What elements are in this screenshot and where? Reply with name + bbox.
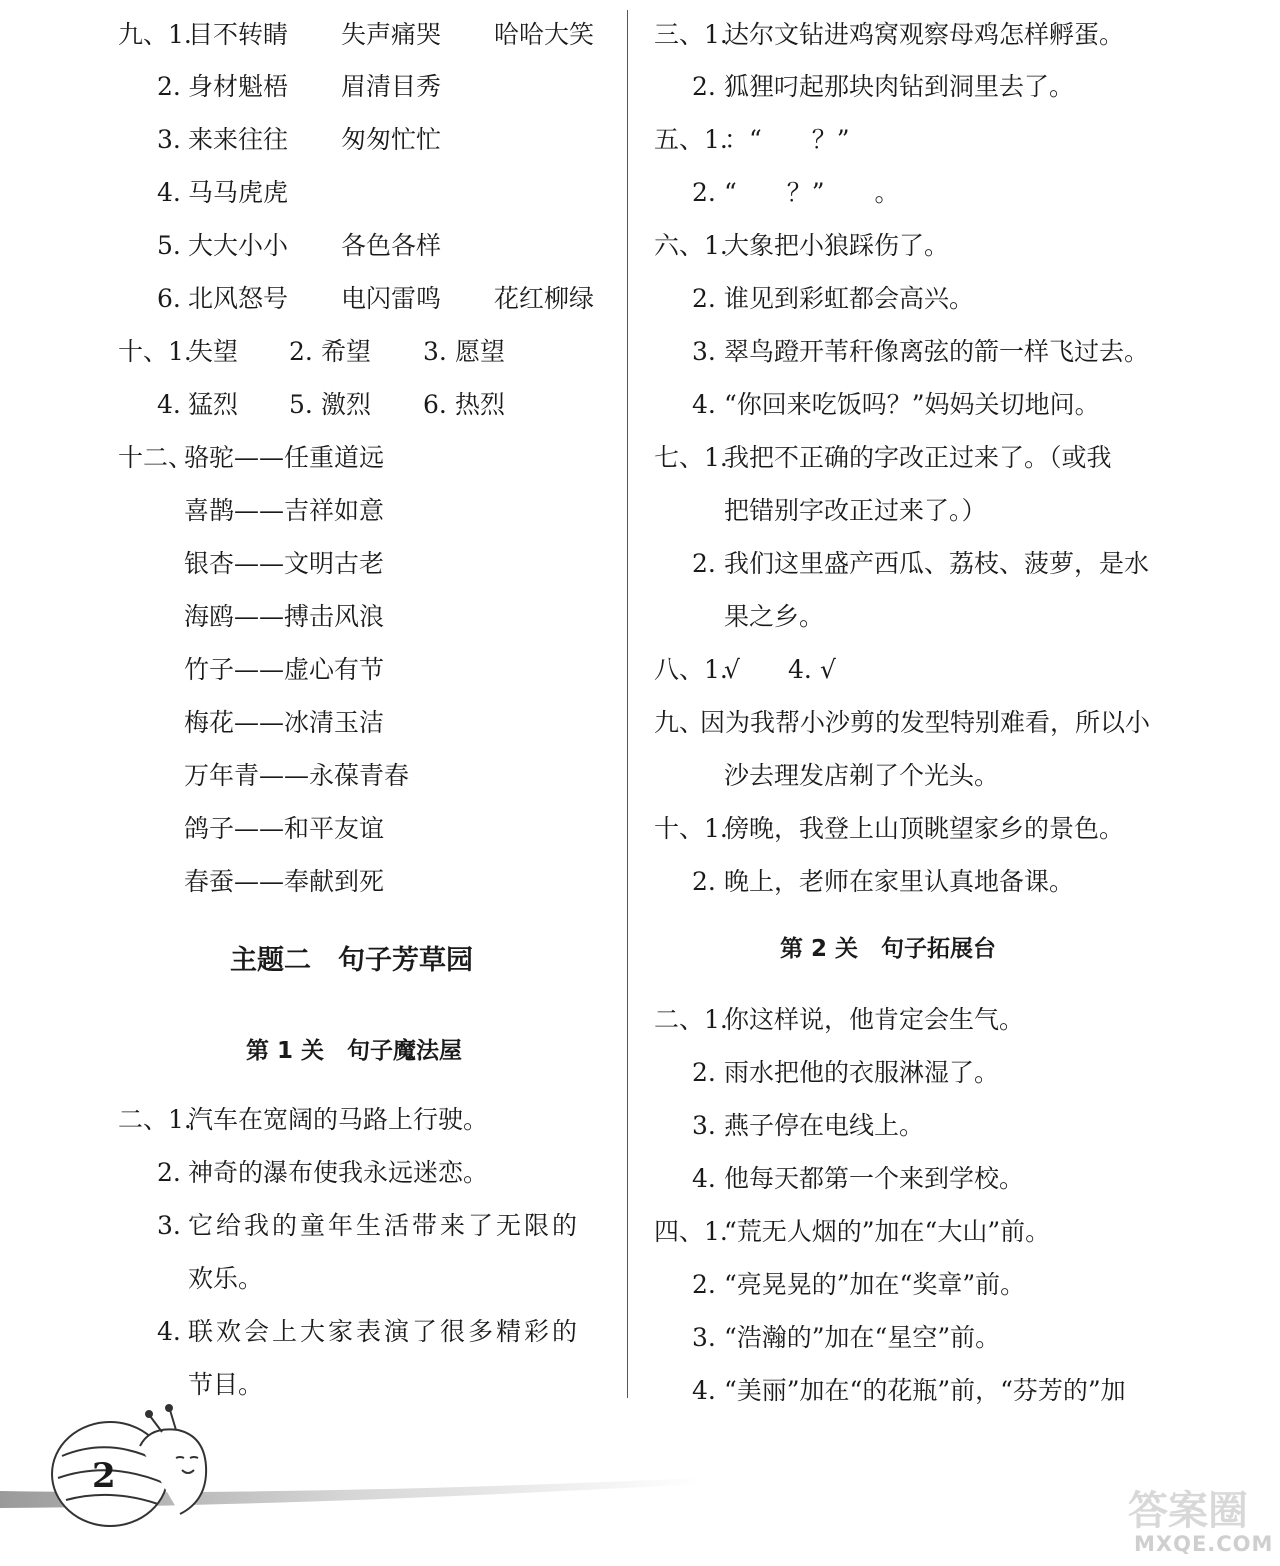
answer-text: 猛烈	[188, 390, 239, 419]
item-number: 3.	[423, 337, 447, 366]
answer-text: 北风怒号	[188, 284, 289, 313]
answer-text: 失声痛哭	[341, 20, 442, 49]
theme-title: 主题二 句子芳草园	[230, 945, 473, 976]
item-number: 5.	[289, 390, 313, 419]
item-number: 2.	[692, 549, 716, 578]
level-title: 第 1 关 句子魔法屋	[246, 1038, 463, 1064]
section-marker: 二、1.	[118, 1105, 192, 1134]
answer-text: 愿望	[455, 337, 506, 366]
answer-text: 失望	[188, 337, 239, 366]
item-number: 4.	[157, 1317, 181, 1346]
answer-text: 果之乡。	[724, 602, 825, 631]
section-marker: 十、1.	[118, 337, 192, 366]
list-item: 银杏——文明古老	[184, 549, 385, 578]
snail-icon	[52, 1405, 206, 1526]
answer-text: 晚上，老师在家里认真地备课。	[724, 867, 1075, 896]
item-number: 5.	[157, 231, 181, 260]
list-item: 梅花——冰清玉洁	[184, 708, 385, 737]
answer-text: 激烈	[321, 390, 372, 419]
item-number: 4.	[788, 655, 812, 684]
list-item: 海鸥——搏击风浪	[184, 602, 385, 631]
item-number: 2.	[692, 178, 716, 207]
answer-text: 眉清目秀	[341, 72, 442, 101]
answer-text: 大大小小	[188, 231, 289, 260]
item-number: 3.	[157, 125, 181, 154]
section-marker: 九、1.	[118, 20, 192, 49]
answer-text: 翠鸟蹬开苇秆像离弦的箭一样飞过去。	[724, 337, 1150, 366]
item-number: 6.	[423, 390, 447, 419]
check-mark: √	[820, 655, 836, 684]
answer-text: 欢乐。	[188, 1264, 264, 1293]
answer-text: 热烈	[455, 390, 506, 419]
answer-text: 汽车在宽阔的马路上行驶。	[188, 1105, 489, 1134]
answer-text: 谁见到彩虹都会高兴。	[724, 284, 975, 313]
section-marker: 七、1.	[654, 443, 728, 472]
answer-text: 它给我的童年生活带来了无限的	[188, 1211, 581, 1240]
watermark-url: MXQE.COM	[1134, 1532, 1274, 1556]
answer-text: ：“ ？”	[724, 125, 850, 154]
item-number: 4.	[692, 390, 716, 419]
answer-text: “亮晃晃的”加在“奖章”前。	[724, 1270, 1026, 1299]
section-marker: 二、1.	[654, 1005, 728, 1034]
answer-text: 神奇的瀑布使我永远迷恋。	[188, 1158, 489, 1187]
item-number: 6.	[157, 284, 181, 313]
item-number: 2.	[692, 867, 716, 896]
item-number: 4.	[157, 178, 181, 207]
answer-text: 燕子停在电线上。	[724, 1111, 925, 1140]
answer-text: 节目。	[188, 1370, 264, 1399]
item-number: 3.	[692, 337, 716, 366]
answer-text: 我把不正确的字改正过来了。（或我	[724, 443, 1112, 472]
column-divider	[627, 10, 628, 1398]
answer-text: 傍晚，我登上山顶眺望家乡的景色。	[724, 814, 1125, 843]
item-number: 3.	[692, 1323, 716, 1352]
section-marker: 六、1.	[654, 231, 728, 260]
answer-text: 电闪雷鸣	[341, 284, 442, 313]
level-title: 第 2 关 句子拓展台	[780, 936, 997, 962]
answer-text: 希望	[321, 337, 372, 366]
answer-text: 匆匆忙忙	[341, 125, 442, 154]
answer-text: 哈哈大笑	[494, 20, 595, 49]
item-number: 4.	[692, 1376, 716, 1405]
answer-text: 身材魁梧	[188, 72, 289, 101]
answer-text: 你这样说，他肯定会生气。	[724, 1005, 1025, 1034]
list-item: 竹子——虚心有节	[184, 655, 385, 684]
page-number: 2	[92, 1456, 116, 1496]
item-number: 4.	[157, 390, 181, 419]
check-mark: √	[724, 655, 740, 684]
answer-text: 马马虎虎	[188, 178, 289, 207]
answer-text: 把错别字改正过来了。）	[724, 496, 987, 525]
answer-text: 雨水把他的衣服淋湿了。	[724, 1058, 1000, 1087]
answer-text: 沙去理发店剃了个光头。	[724, 761, 1000, 790]
answer-text: 联欢会上大家表演了很多精彩的	[188, 1317, 581, 1346]
section-marker: 十二、	[118, 443, 194, 472]
list-item: 春蚕——奉献到死	[184, 867, 385, 896]
answer-text: “荒无人烟的”加在“大山”前。	[724, 1217, 1051, 1246]
answer-text: “你回来吃饭吗？”妈妈关切地问。	[724, 390, 1100, 419]
item-number: 2.	[692, 284, 716, 313]
answer-text: 各色各样	[341, 231, 442, 260]
item-number: 2.	[692, 72, 716, 101]
answer-text: 狐狸叼起那块肉钻到洞里去了。	[724, 72, 1075, 101]
answer-text: 目不转睛	[188, 20, 289, 49]
section-marker: 三、1.	[654, 20, 728, 49]
answer-text: 他每天都第一个来到学校。	[724, 1164, 1025, 1193]
list-item: 骆驼——任重道远	[184, 443, 385, 472]
answer-text: 来来往往	[188, 125, 289, 154]
item-number: 3.	[157, 1211, 181, 1240]
answer-text: 因为我帮小沙剪的发型特别难看，所以小	[700, 708, 1151, 737]
section-marker: 九、	[654, 708, 705, 737]
section-marker: 十、1.	[654, 814, 728, 843]
item-number: 2.	[157, 72, 181, 101]
answer-text: 我们这里盛产西瓜、荔枝、菠萝，是水	[724, 549, 1150, 578]
item-number: 4.	[692, 1164, 716, 1193]
item-number: 2.	[157, 1158, 181, 1187]
answer-text: 达尔文钻进鸡窝观察母鸡怎样孵蛋。	[724, 20, 1125, 49]
answer-text: “ ？” 。	[724, 178, 900, 207]
item-number: 2.	[692, 1270, 716, 1299]
answer-text: 花红柳绿	[494, 284, 595, 313]
list-item: 鸽子——和平友谊	[184, 814, 385, 843]
answer-text: “美丽”加在“的花瓶”前，“芬芳的”加	[724, 1376, 1126, 1405]
item-number: 2.	[692, 1058, 716, 1087]
watermark-cn-text: 答案圈	[1128, 1488, 1248, 1534]
item-number: 3.	[692, 1111, 716, 1140]
list-item: 喜鹊——吉祥如意	[184, 496, 385, 525]
answer-text: “浩瀚的”加在“星空”前。	[724, 1323, 1001, 1352]
section-marker: 五、1.	[654, 125, 728, 154]
section-marker: 四、1.	[654, 1217, 728, 1246]
footer-decoration	[0, 1396, 1280, 1566]
item-number: 2.	[289, 337, 313, 366]
answer-text: 大象把小狼踩伤了。	[724, 231, 950, 260]
list-item: 万年青——永葆青春	[184, 761, 410, 790]
section-marker: 八、1.	[654, 655, 728, 684]
